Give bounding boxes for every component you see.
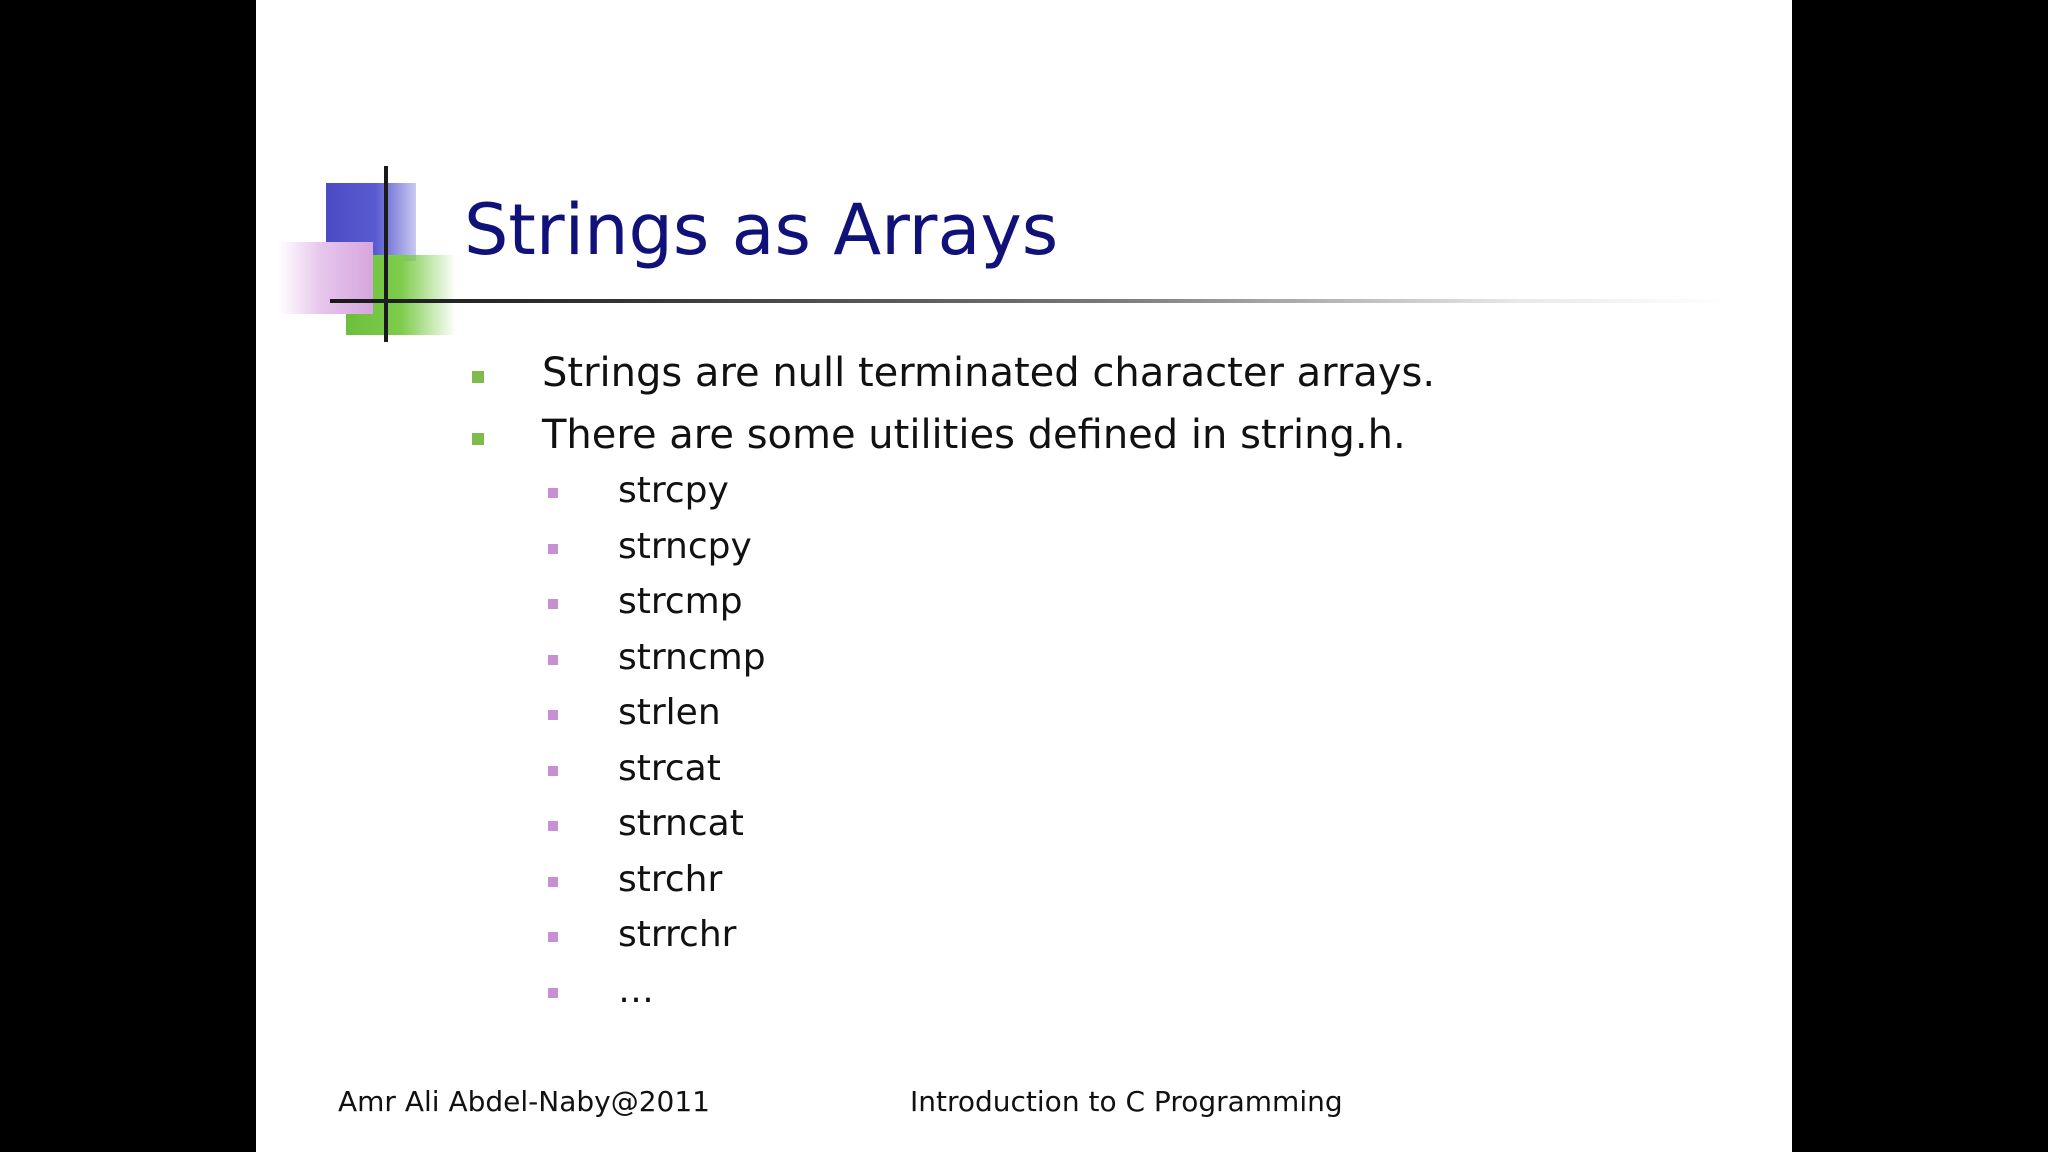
footer-author: Amr Ali Abdel-Naby@2011 (338, 1085, 710, 1118)
sub-bullet-item (548, 630, 766, 686)
square-bullet-icon (548, 877, 558, 887)
footer-course-title: Introduction to C Programming (910, 1085, 1343, 1118)
sub-bullet-text: strncat (618, 803, 744, 844)
sub-bullet-text: … (618, 969, 654, 1011)
bullet-text: There are some utilities defined in string.h. (542, 412, 1406, 458)
sub-bullet-item (548, 852, 766, 908)
sub-bullet-item (548, 463, 766, 519)
sub-bullet-item (548, 963, 766, 1019)
square-bullet-icon (548, 488, 558, 498)
bullet-item (472, 342, 1435, 404)
square-bullet-icon (472, 433, 484, 445)
square-bullet-icon (548, 544, 558, 554)
bullet-list (472, 342, 1435, 466)
logo-vertical-line (384, 166, 388, 342)
sub-bullet-item (548, 796, 766, 852)
sub-bullet-item (548, 907, 766, 963)
square-bullet-icon (548, 710, 558, 720)
slide-title: Strings as Arrays (464, 189, 1059, 271)
sub-bullet-text: strlen (618, 692, 721, 733)
sub-bullet-text: strrchr (618, 914, 737, 955)
bullet-item (472, 404, 1435, 466)
sub-bullet-text: strcpy (618, 470, 729, 511)
sub-bullet-text: strcat (618, 747, 721, 789)
sub-bullet-text: strcmp (618, 581, 743, 622)
square-bullet-icon (548, 932, 558, 942)
logo-pink-square (278, 242, 373, 314)
sub-bullet-text: strncmp (618, 636, 766, 678)
title-underline (330, 299, 1730, 303)
square-bullet-icon (548, 599, 558, 609)
square-bullet-icon (548, 766, 558, 776)
square-bullet-icon (548, 988, 558, 998)
square-bullet-icon (548, 655, 558, 665)
bullet-text: Strings are null terminated character arrays. (542, 350, 1436, 396)
sub-bullet-item (548, 519, 766, 575)
sub-bullet-item (548, 574, 766, 630)
square-bullet-icon (548, 821, 558, 831)
sub-bullet-list (548, 463, 766, 1018)
square-bullet-icon (472, 371, 484, 383)
sub-bullet-text: strncpy (618, 525, 752, 567)
sub-bullet-item (548, 741, 766, 797)
sub-bullet-text: strchr (618, 858, 723, 900)
slide (256, 0, 1792, 1152)
sub-bullet-item (548, 685, 766, 741)
